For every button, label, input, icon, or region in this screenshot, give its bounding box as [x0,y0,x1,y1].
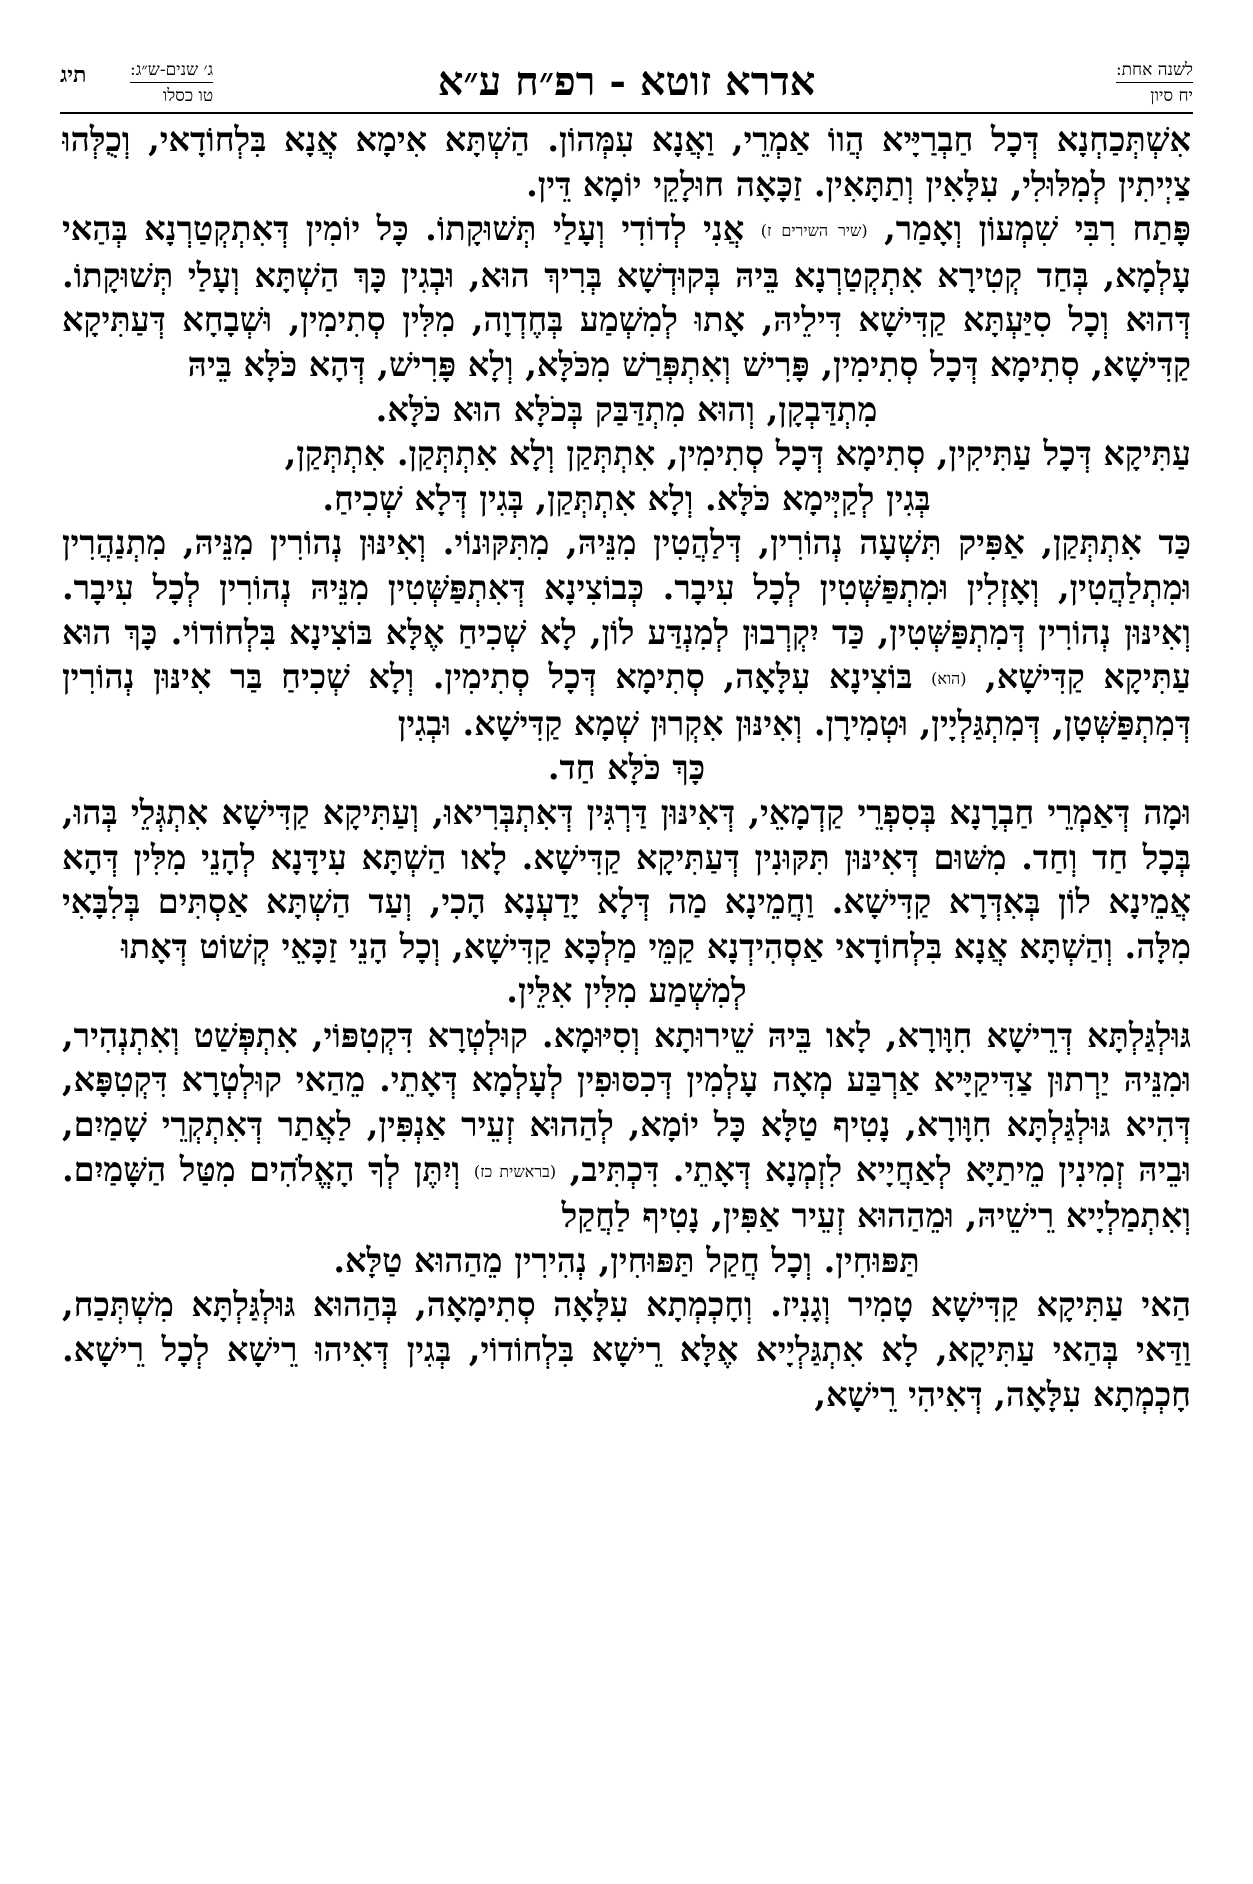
paragraph [62,118,1191,207]
paragraph-closing-line: כָּךְ כֹּלָּא חַד. [547,748,706,788]
schedule-date: טו כסלו [130,82,213,108]
paragraph-text: בּוֹצִינָא עִלָּאָה, סְתִימָא דְּכָל סְתִימִין. וְלָא שְׁכִיחַ בַּר אִינּוּן נְהוֹרִין דְּמִתְפַּשְּׁטָן, דְּמִתְגַּלְיָין, וּטְמִירָן. וְאִינּוּן אִקְרוּן שְׁמָא קַדִּישָׁא. וּבְגִין [62,657,1191,743]
paragraph-text: כַּד אִתְתְּקַן, אַפִּיק תִּשְׁעָה נְהוֹרִין, דְּלַהֲטִין מִנֵּיהּ, מִתִּקּוּנוֹי. וְאִינּוּן נְהוֹרִין מִנֵּיהּ, מִתְנַהֲרִין וּמִתְלַהֲטִין, וְאָזְלִין וּמִתְפַּשְּׁטִין לְכָל עִיבָר. כְּבוֹצִינָא דְּאִתְפַּשְּׁטִין מִנֵּיהּ נְהוֹרִין לְכָל עִיבָר. וְאִינּוּן נְהוֹרִין דְּמִתְפַּשְּׁטִין, כַּד יִקְרְבוּן לְמִנְדַּע לוֹן, לָא שְׁכִיחַ אֶלָּא בּוֹצִינָא בִּלְחוֹדוֹי. כָּךְ הוּא עַתִּיקָא קַדִּישָׁא, [62,523,1191,697]
paragraph-closing-line: תַּפּוּחִין. וְכָל חֲקַל תַּפּוּחִין, נְהִירִין מֵהַהוּא טַלָּא. [333,1240,920,1280]
paragraph [62,432,1191,521]
paragraph-closing-line: מִתְדַּבְקָן, וְהוּא מִתְדַּבַּק בְּכֹלָּא הוּא כֹּלָּא. [375,389,878,429]
paragraph-text: אִשְׁתְּכַחְנָא דְּכָל חַבְרַיָּיא הֲווֹ אַמְרֵי, וַאֲנָא עִמְּהוֹן. הַשְׁתָּא אִימָא אֲנָא בִּלְחוֹדָאי, וְכֻלְּהוּ צַיְיתִין לְמִלּוּלִי, עִלָּאִין וְתַתָּאִין. זַכָּאָה חוּלָקֵי יוֹמָא דֵּין. [62,120,1191,204]
paragraph-text: אֲנִי לְדוֹדִי וְעָלַי תְּשׁוּקָתוֹ. כָּל יוֹמִין דְּאִתְקְטַרְנָא בְּהַאי עָלְמָא, בְּחַד קְטִירָא אִתְקְטַרְנָא בֵּיהּ בְּקוּדְשָׁא בְּרִיךְ הוּא, וּבְגִין כָּךְ הַשְׁתָּא וְעָלַי תְּשׁוּקָתוֹ. דְּהוּא וְכָל סִיַּעְתָּא קַדִּישָׁא דִּילֵיהּ, אָתוּ לְמִשְׁמַע בְּחֶדְוָה, מִלִּין סְתִימִין, וּשְׁבָחָא דְּעַתִּיקָא קַדִּישָׁא, סְתִימָא דְּכָל סְתִימִין, פָּרִישׁ וְאִתְפְּרַשׁ מִכֹּלָּא, וְלָא פָּרִישׁ, דְּהָא כֹּלָּא בֵּיהּ [62,209,1191,384]
source-citation: (הוא) [931,669,967,689]
source-citation: (שיר השירים ז) [760,221,868,241]
schedule-label: ג׳ שנים-ש״ג: [130,60,214,80]
schedule-label: לשנה אחת: [1115,60,1193,80]
paragraph-closing-line: בְּגִין לְקַיְּימָא כֹּלָּא. וְלָא אִתְתְּקַן, בְּגִין דְּלָא שְׁכִיחַ. [322,478,931,518]
paragraph-text: הַאי עַתִּיקָא קַדִּישָׁא טָמִיר וְגָנִיז. וְחָכְמְתָא עִלָּאָה סְתִימָאָה, בְּהַהוּא גּוּלְגַּלְתָּא מִשְׁתְּכַח, וַדַּאי בְּהַאי עַתִּיקָא, לָא אִתְגַּלְיָיא אֶלָּא רֵישָׁא בִּלְחוֹדוֹי, בְּגִין דְּאִיהוּ רֵישָׁא לְכָל רֵישָׁא. חָכְמְתָא עִלָּאָה, דְּאִיהִי רֵישָׁא, [62,1285,1191,1414]
paragraph [62,207,1191,432]
paragraph-text: וּמָה דְּאַמְרֵי חַבְרָנָא בְּסִפְרֵי קַדְמָאֵי, דְּאִינּוּן דַּרְגִּין דְּאִתְבְּרִיאוּ, וְעַתִּיקָא קַדִּישָׁא אִתְגְּלֵי בְּהוּ, בְּכָל חַד וְחַד. מִשּׁוּם דְּאִינּוּן תִּקּוּנִין דְּעַתִּיקָא קַדִּישָׁא. לָאו הַשְׁתָּא עִידָּנָא לְהָנֵי מִלִּין דְּהָא אֲמֵינָא לוֹן בְּאִדְּרָא קַדִּישָׁא. וַחֲמֵינָא מַה דְּלָא יָדַעְנָא הָכִי, וְעַד הַשְׁתָּא אַסְתִּים בְּלִבָּאִי מִלָּה. וְהַשְׁתָּא אֲנָא בִּלְחוֹדָאי אַסְהִידְנָא קַמֵּי מַלְכָּא קַדִּישָׁא, וְכָל הָנֵי זַכָּאֵי קְשׁוֹט דְּאָתוּ [62,792,1191,966]
paragraph-text: וְיִתֶּן לְךָ הָאֱלֹהִים מִטַּל הַשָּׁמַיִם. וְאִתְמַלְיָיא רֵישֵׁיהּ, וּמֵהַהוּא זְעֵיר אַפִּין, נָטִיף לַחֲקַל [62,1149,1191,1236]
paragraph-text: גּוּלְגַּלְתָּא דְּרֵישָׁא חִוָּורָא, לָאו בֵּיהּ שֵׁירוּתָא וְסִיּוּמָא. קוּלְטְרָא דִּקְטִפּוֹי, אִתְפְּשַׁט וְאִתְנְהִיר, וּמִנֵּיהּ יַרְתוּן צַדִּיקַיָּיא אַרְבַּע מְאָה עָלְמִין דְּכִסּוּפִין לְעָלְמָא דְּאָתֵי. מֵהַאי קוּלְטְרָא דִּקְטִפָּא, דְּהִיא גּוּלְגַּלְתָּא חִוָּורָא, נָטִיף טַלָּא כָּל יוֹמָא, לְהַהוּא זְעֵיר אַנְפִּין, לַאֲתַר דְּאִתְקְרֵי שָׁמַיִם, וּבֵיהּ זְמִינִין מֵיתַיָּא לְאַחֲיָיא לִזְמְנָא דְּאָתֵי. דִּכְתִּיב, [62,1015,1191,1189]
page-number: תיג [60,62,87,88]
paragraph [62,791,1191,1014]
paragraph-closing-line: לְמִשְׁמַע מִלִּין אִלֵּין. [506,971,747,1011]
paragraph-text: עַתִּיקָא דְּכָל עַתִּיקִין, סְתִימָא דְּכָל סְתִימִין, אִתְתְּקַן וְלָא אִתְתְּקַן. אִתְתְּקַן, [284,434,1191,474]
study-schedule-one-year [1116,58,1193,108]
paragraph-text: פָּתַח רִבִּי שִׁמְעוֹן וְאָמַר, [884,209,1191,249]
schedule-date: יח סיון [1116,82,1193,108]
paragraph [62,1014,1191,1284]
paragraph [62,521,1191,791]
page-title: אדרא זוטא - רפ״ח ע״א [437,58,816,105]
source-citation: (בראשית כז) [473,1161,557,1181]
paragraph [62,1283,1191,1417]
main-text [62,118,1191,1844]
header-rule [60,112,1193,114]
page-header [60,56,1193,112]
